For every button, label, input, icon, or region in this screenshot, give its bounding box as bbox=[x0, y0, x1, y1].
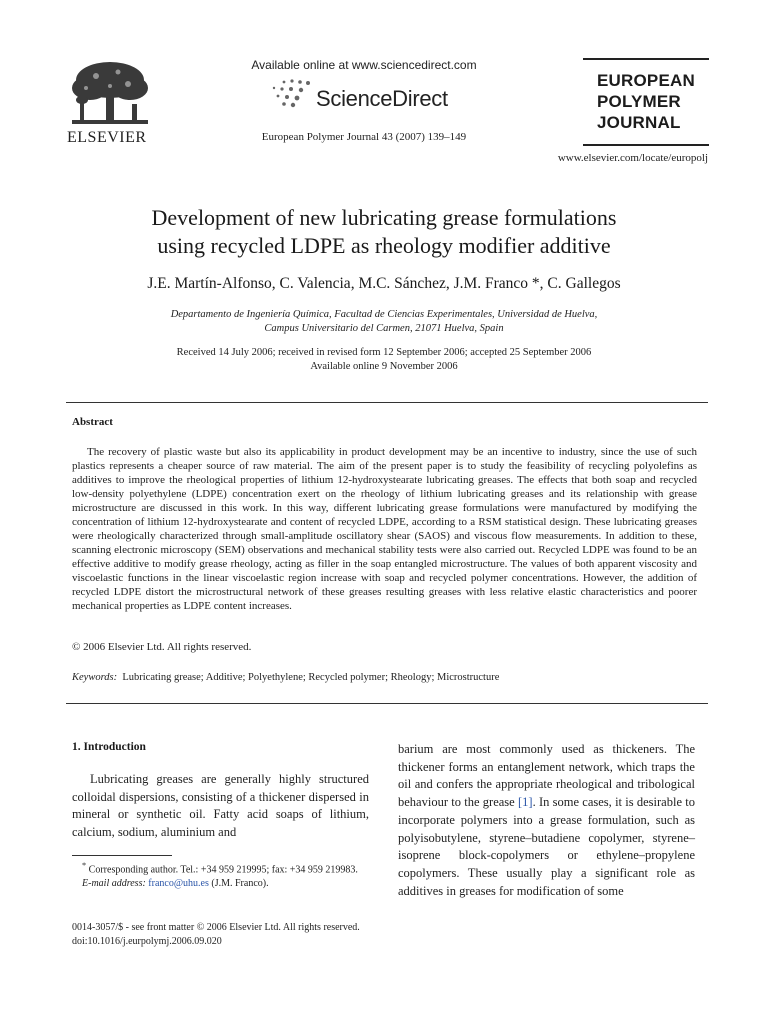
issn-line: 0014-3057/$ - see front matter © 2006 Elsevier Ltd. All rights reserved. bbox=[72, 922, 360, 933]
article-dates bbox=[100, 346, 668, 374]
email-owner: (J.M. Franco). bbox=[211, 878, 269, 890]
affiliation-line: Departamento de Ingeniería Química, Facultad de Ciencias Experimentales, Universidad de Huelva, bbox=[170, 309, 598, 320]
intro-left-column bbox=[72, 771, 369, 842]
divider bbox=[66, 703, 708, 704]
journal-citation: European Polymer Journal 43 (2007) 139–149 bbox=[261, 131, 467, 143]
corresponding-author-text: Corresponding author. Tel.: +34 959 219995; fax: +34 959 219983. bbox=[88, 864, 358, 876]
affiliation bbox=[120, 308, 648, 336]
abstract-paragraph: The recovery of plastic waste but also its applicability in product development may be an incentive to industry, since the use of such plastics represents a cheaper source of raw material. The aim of the present paper is to study the feasibility of recycling polyolefins as additives to improve the rheological properties of lithium 12-hydroxystearate lubricating greases. The effects that both soap and recycled low-density polyethylene (LDPE) concentration exert on the rheology of lithium lubricating greases and its relationship with grease microstructure are discussed in this work. In this way, different lubricating grease formulations were manufactured by modifying the concentration of lithium 12-hydroxystearate and content of recycled LDPE, according to a RSM statistical design. These lubricating greases were rheologically characterized through small-amplitude oscillatory shear (SAOS) and viscous flow measurements. In addition to these, scanning electronic microscopy (SEM) observations and mechanical stability tests were also carried out. Recycled LDPE was found to be an effective additive to modify grease rheology, acting as filler in the soap entangled microstructure. The values of both apparent viscosity and viscoelastic functions in the linear viscoelastic region increase with soap and recycled polymer concentrations. However, the addition of recycled LDPE distort the microstructural network of these greases resulting greases with less relative elastic characteristics and poorer mechanical properties as LDPE content increases. bbox=[72, 446, 697, 612]
reference-link[interactable]: [1] bbox=[517, 795, 533, 810]
corresponding-author-note bbox=[72, 859, 369, 877]
intro-right-column bbox=[398, 741, 695, 900]
footnote-marker: * bbox=[82, 861, 87, 870]
keywords-list: Lubricating grease; Additive; Polyethylene; Recycled polymer; Rheology; Microstructure bbox=[122, 672, 500, 683]
footnote-divider bbox=[72, 855, 172, 856]
journal-title-line: EUROPEAN bbox=[597, 71, 695, 90]
paper-title-line: using recycled LDPE as rheology modifier additive bbox=[157, 233, 611, 258]
abstract-text bbox=[72, 445, 697, 613]
keywords-label: Keywords: bbox=[72, 672, 118, 683]
email-note bbox=[72, 877, 369, 891]
journal-url-link[interactable]: www.elsevier.com/locate/europolj bbox=[557, 152, 708, 164]
email-link[interactable]: franco@uhu.es bbox=[148, 878, 209, 890]
platform-name: ScienceDirect bbox=[316, 86, 448, 111]
doi-line[interactable]: doi:10.1016/j.eurpolymj.2006.09.020 bbox=[72, 936, 222, 947]
sciencedirect-dots-logo bbox=[268, 78, 316, 108]
keywords bbox=[72, 672, 697, 683]
elsevier-tree-logo bbox=[66, 58, 152, 128]
availability-line[interactable]: Available online at www.sciencedirect.com bbox=[251, 58, 477, 72]
dates-line: Received 14 July 2006; received in revised form 12 September 2006; accepted 25 September 2006 bbox=[176, 347, 592, 358]
abstract-heading: Abstract bbox=[72, 416, 113, 428]
affiliation-line: Campus Universitario del Carmen, 21071 Huelva, Spain bbox=[264, 323, 504, 334]
journal-title-line: POLYMER bbox=[597, 92, 681, 111]
intro-text: barium are most commonly used as thickeners. The thickener forms an entanglement network, which traps the oil and confers the appropriate rheological and tribological behaviour to the grease bbox=[398, 742, 695, 810]
journal-title bbox=[597, 70, 695, 133]
journal-title-line: JOURNAL bbox=[597, 113, 681, 132]
email-label: E-mail address: bbox=[82, 878, 146, 890]
footnote bbox=[72, 859, 369, 891]
section-heading: 1. Introduction bbox=[72, 741, 146, 753]
abstract-copyright: © 2006 Elsevier Ltd. All rights reserved. bbox=[72, 641, 252, 653]
paper-title-line: Development of new lubricating grease formulations bbox=[151, 205, 617, 230]
author-list: J.E. Martín-Alfonso, C. Valencia, M.C. Sánchez, J.M. Franco *, C. Gallegos bbox=[147, 275, 621, 292]
intro-paragraph-continued bbox=[398, 741, 695, 900]
divider bbox=[66, 402, 708, 403]
dates-line: Available online 9 November 2006 bbox=[310, 361, 458, 372]
paper-title bbox=[80, 204, 688, 260]
intro-paragraph: Lubricating greases are generally highly structured colloidal dispersions, consisting of a thickener dispersed in mineral or synthetic oil. Fatty acid soaps of lithium, calcium, sodium, aluminium and bbox=[72, 772, 369, 840]
front-matter bbox=[72, 921, 360, 949]
publisher-name: ELSEVIER bbox=[67, 129, 147, 146]
intro-text: . In some cases, it is desirable to incorporate polymers into a grease formulation, such as polyisobutylene, styrene–butadiene copolymer, styrene–isoprene block-copolymers or ethylene–propylene copolymers. These usually play a significant role as additives in greases for modification of some bbox=[398, 795, 695, 898]
